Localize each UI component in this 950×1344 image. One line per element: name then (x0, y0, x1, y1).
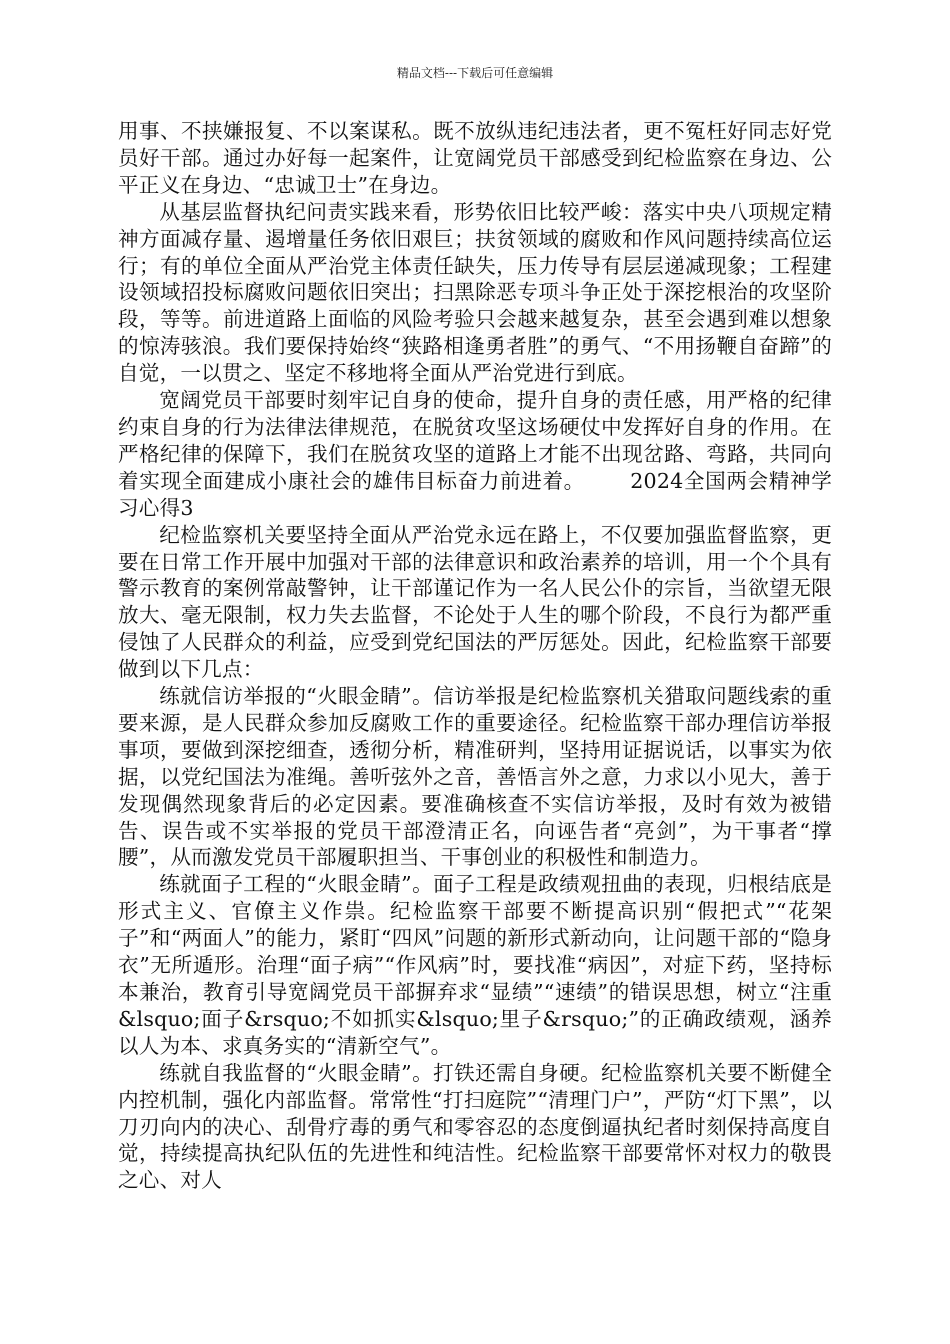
paragraph-1: 用事、不挟嫌报复、不以案谋私。既不放纵违纪违法者，更不冤枉好同志好党员好干部。通过办好每一起案件，让宽阔党员干部感受到纪检监察在身边、公平正义在身边、“忠诚卫士”在身边。 (118, 119, 832, 197)
paragraph-5: 练就信访举报的“火眼金睛”。信访举报是纪检监察机关猎取问题线索的重要来源，是人民群众参加反腐败工作的重要途径。纪检监察干部办理信访举报事项，要做到深挖细查，透彻分析，精准研判，坚持用证据说话，以事实为依据，以党纪国法为准绳。善听弦外之音，善悟言外之意，力求以小见大，善于发现偶然现象背后的必定因素。要准确核查不实信访举报，及时有效为被错告、误告或不实举报的党员干部澄清正名，向诬告者“亮剑”，为干事者“撑腰”，从而激发党员干部履职担当、干事创业的积极性和制造力。 (118, 684, 832, 870)
document-body (118, 118, 832, 1194)
paragraph-6: 练就面子工程的“火眼金睛”。面子工程是政绩观扭曲的表现，归根结底是形式主义、官僚主义作祟。纪检监察干部要不断提高识别“假把式”“花架子”和“两面人”的能力，紧盯“四风”问题的新形式新动向，让问题干部的“隐身衣”无所遁形。治理“面子病”“作风病”时，要找准“病因”，对症下药，坚持标本兼治，教育引导宽阔党员干部摒弃求“显绩”“速绩”的错误思想，树立“注重&lsquo;面子&rsquo;不如抓实&lsquo;里子&rsquo;”的正确政绩观，涵养以人为本、求真务实的“清新空气”。 (118, 872, 832, 1058)
paragraph-7: 练就自我监督的“火眼金睛”。打铁还需自身硬。纪检监察机关要不断健全内控机制，强化内部监督。常常性“打扫庭院”“清理门户”，严防“灯下黑”，以刀刃向内的决心、刮骨疗毒的勇气和零容忍的态度倒逼执纪者时刻保持高度自觉，持续提高执纪队伍的先进性和纯洁性。纪检监察干部要常怀对权力的敬畏之心、对人 (118, 1060, 832, 1193)
paragraph-4: 纪检监察机关要坚持全面从严治党永远在路上，不仅要加强监督监察，更要在日常工作开展中加强对干部的法律意识和政治素养的培训，用一个个具有警示教育的案例常敲警钟，让干部谨记作为一名人民公仆的宗旨，当欲望无限放大、毫无限制，权力失去监督，不论处于人生的哪个阶段，不良行为都严重侵蚀了人民群众的利益，应受到党纪国法的严厉惩处。因此，纪检监察干部要做到以下几点： (118, 522, 832, 682)
paragraph-3-text: 宽阔党员干部要时刻牢记自身的使命，提升自身的责任感，用严格的纪律约束自身的行为法律法律规范，在脱贫攻坚这场硬仗中发挥好自身的作用。在严格纪律的保障下，我们在脱贫攻坚的道路上才能不出现岔路、弯路，共同向着实现全面建成小康社会的雄伟目标奋力前进着。 (118, 388, 832, 493)
paragraph-3 (118, 387, 832, 522)
page-header: 精品文档---下载后可任意编辑 (396, 66, 554, 80)
section-title: 2024全国两会精神学习心得3 (118, 468, 833, 520)
paragraph-2: 从基层监督执纪问责实践来看，形势依旧比较严峻：落实中央八项规定精神方面减存量、遏增量任务依旧艰巨；扶贫领域的腐败和作风问题持续高位运行；有的单位全面从严治党主体责任缺失，压力传导有层层递减现象；工程建设领域招投标腐败问题依旧突出；扫黑除恶专项斗争正处于深挖根治的攻坚阶段，等等。前进道路上面临的风险考验只会越来越复杂，甚至会遇到难以想象的惊涛骇浪。我们要保持始终“狭路相逢勇者胜”的勇气、“不用扬鞭自奋蹄”的自觉，一以贯之、坚定不移地将全面从严治党进行到底。 (118, 199, 832, 386)
